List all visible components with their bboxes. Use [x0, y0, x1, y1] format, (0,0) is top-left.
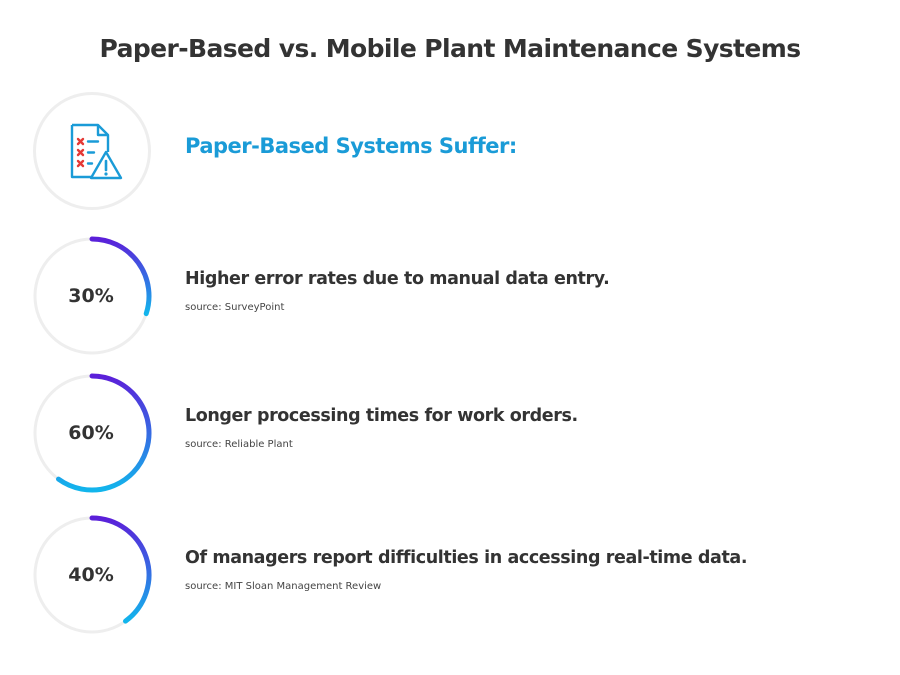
stat-percentage: 30%: [68, 285, 114, 307]
stat-row: [0, 236, 900, 366]
section-subtitle: Paper-Based Systems Suffer:: [185, 134, 517, 158]
stat-row: [0, 515, 900, 645]
stat-description: Longer processing times for work orders.: [185, 406, 578, 426]
stat-row: [0, 373, 900, 503]
document-warning-icon: [64, 122, 124, 182]
page-title: Paper-Based vs. Mobile Plant Maintenance Systems: [99, 34, 801, 63]
stat-source: source: Reliable Plant: [185, 439, 293, 450]
stat-description: Higher error rates due to manual data entry.: [185, 269, 610, 289]
stat-source: source: MIT Sloan Management Review: [185, 581, 382, 592]
stat-percentage: 40%: [68, 564, 114, 586]
stat-percentage: 60%: [68, 422, 114, 444]
stat-description: Of managers report difficulties in accessing real-time data.: [185, 548, 748, 568]
stat-source: source: SurveyPoint: [185, 302, 285, 313]
